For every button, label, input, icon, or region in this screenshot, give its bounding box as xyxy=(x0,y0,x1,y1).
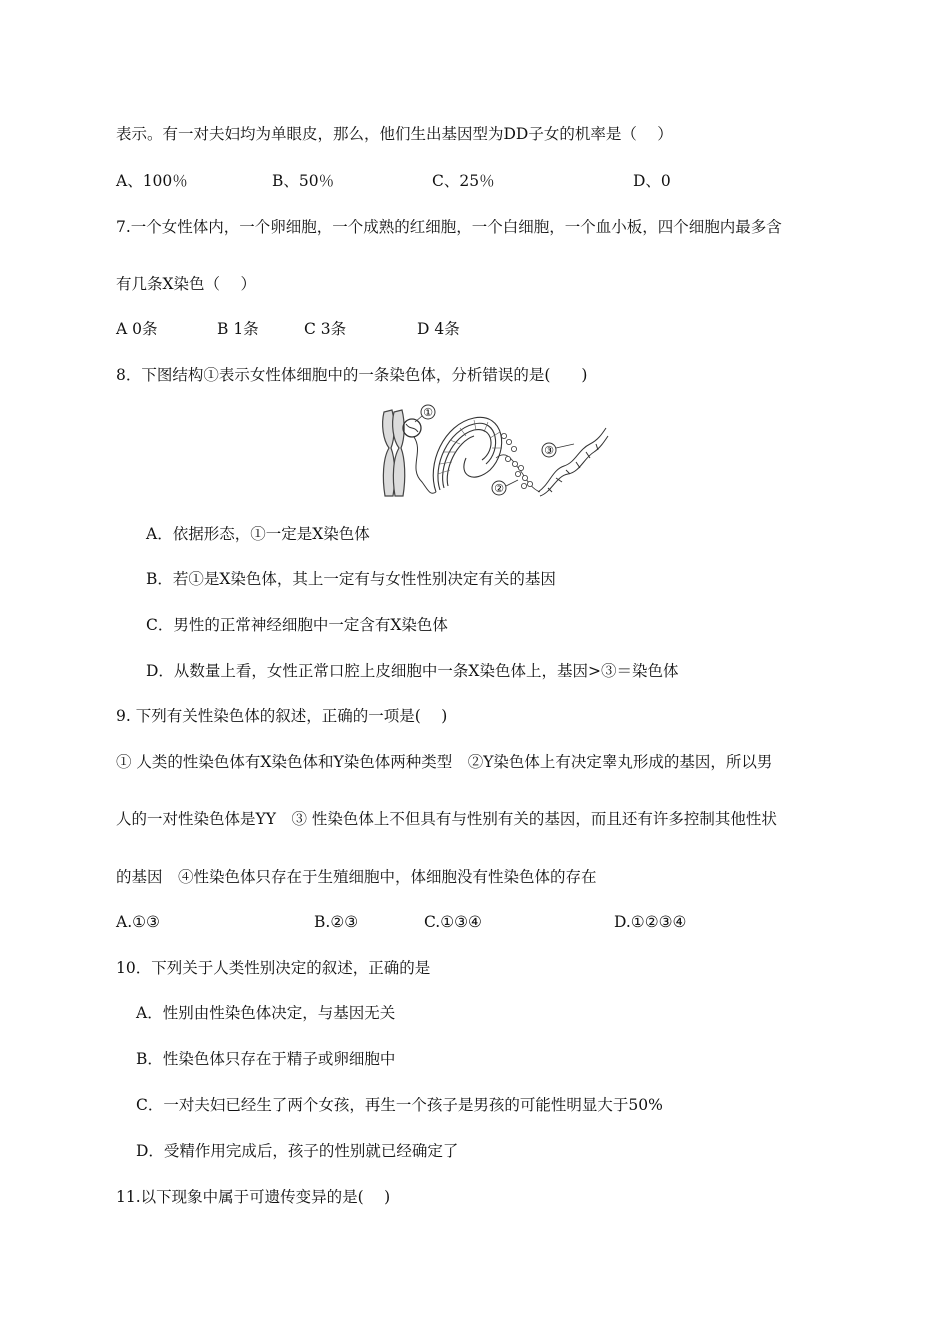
q10-option-a: A．性别由性染色体决定，与基因无关 xyxy=(136,1004,396,1022)
figure-label-1: ① xyxy=(423,406,433,419)
q6-option-d: D、0 xyxy=(633,172,671,190)
q8-option-d: D．从数量上看，女性正常口腔上皮细胞中一条X染色体上，基因>③＝染色体 xyxy=(146,662,679,680)
q9-option-d: D.①②③④ xyxy=(614,913,687,931)
q8-option-a: A．依据形态，①一定是X染色体 xyxy=(146,525,370,543)
q9-stem: 9. 下列有关性染色体的叙述，正确的一项是( ) xyxy=(116,707,448,725)
q10-option-c: C．一对夫妇已经生了两个女孩，再生一个孩子是男孩的可能性明显大于50% xyxy=(136,1096,663,1114)
q8-stem: 8．下图结构①表示女性体细胞中的一条染色体，分析错误的是( ) xyxy=(116,366,588,384)
q7-stem-line2: 有几条X染色（ ） xyxy=(116,275,256,293)
q7-option-d: D 4条 xyxy=(417,320,460,338)
q6-option-c: C、25％ xyxy=(432,172,495,190)
q6-option-a: A、100％ xyxy=(116,172,188,190)
q10-option-d: D．受精作用完成后，孩子的性别就已经确定了 xyxy=(136,1142,459,1160)
q9-option-c: C.①③④ xyxy=(424,913,482,931)
q8-option-c: C．男性的正常神经细胞中一定含有X染色体 xyxy=(146,616,448,634)
q9-statement-line3: 的基因 ④性染色体只存在于生殖细胞中，体细胞没有性染色体的存在 xyxy=(116,868,597,886)
figure-label-2: ② xyxy=(494,482,504,495)
q8-option-b: B．若①是X染色体，其上一定有与女性性别决定有关的基因 xyxy=(146,570,556,588)
q9-option-b: B.②③ xyxy=(314,913,359,931)
chromatin-coil xyxy=(433,417,501,492)
q6-option-b: B、50％ xyxy=(272,172,335,190)
figure-label-3: ③ xyxy=(544,444,554,457)
q6-stem-continuation: 表示。有一对夫妇均为单眼皮，那么，他们生出基因型为DD子女的机率是（ ） xyxy=(116,125,673,143)
q11-stem: 11.以下现象中属于可遗传变异的是( ) xyxy=(116,1188,391,1206)
chromosome-dna-figure xyxy=(378,404,610,504)
chromosome-icon xyxy=(383,410,405,496)
q7-option-b: B 1条 xyxy=(217,320,259,338)
q9-statement-line1: ① 人类的性染色体有X染色体和Y染色体两种类型 ②Y染色体上有决定睾丸形成的基因，所以男 xyxy=(116,753,773,771)
q9-option-a: A.①③ xyxy=(116,913,160,931)
q7-option-c: C 3条 xyxy=(304,320,347,338)
q7-option-a: A 0条 xyxy=(116,320,158,338)
dna-helix-icon xyxy=(538,428,608,496)
q9-statement-line2: 人的一对性染色体是YY ③ 性染色体上不但具有与性别有关的基因，而且还有许多控制其他性状 xyxy=(116,810,777,828)
q10-stem: 10．下列关于人类性别决定的叙述，正确的是 xyxy=(116,959,431,977)
q10-option-b: B．性染色体只存在于精子或卵细胞中 xyxy=(136,1050,396,1068)
q7-stem-line1: 7.一个女性体内，一个卵细胞，一个成熟的红细胞，一个白细胞，一个血小板，四个细胞内最多含 xyxy=(116,218,782,236)
